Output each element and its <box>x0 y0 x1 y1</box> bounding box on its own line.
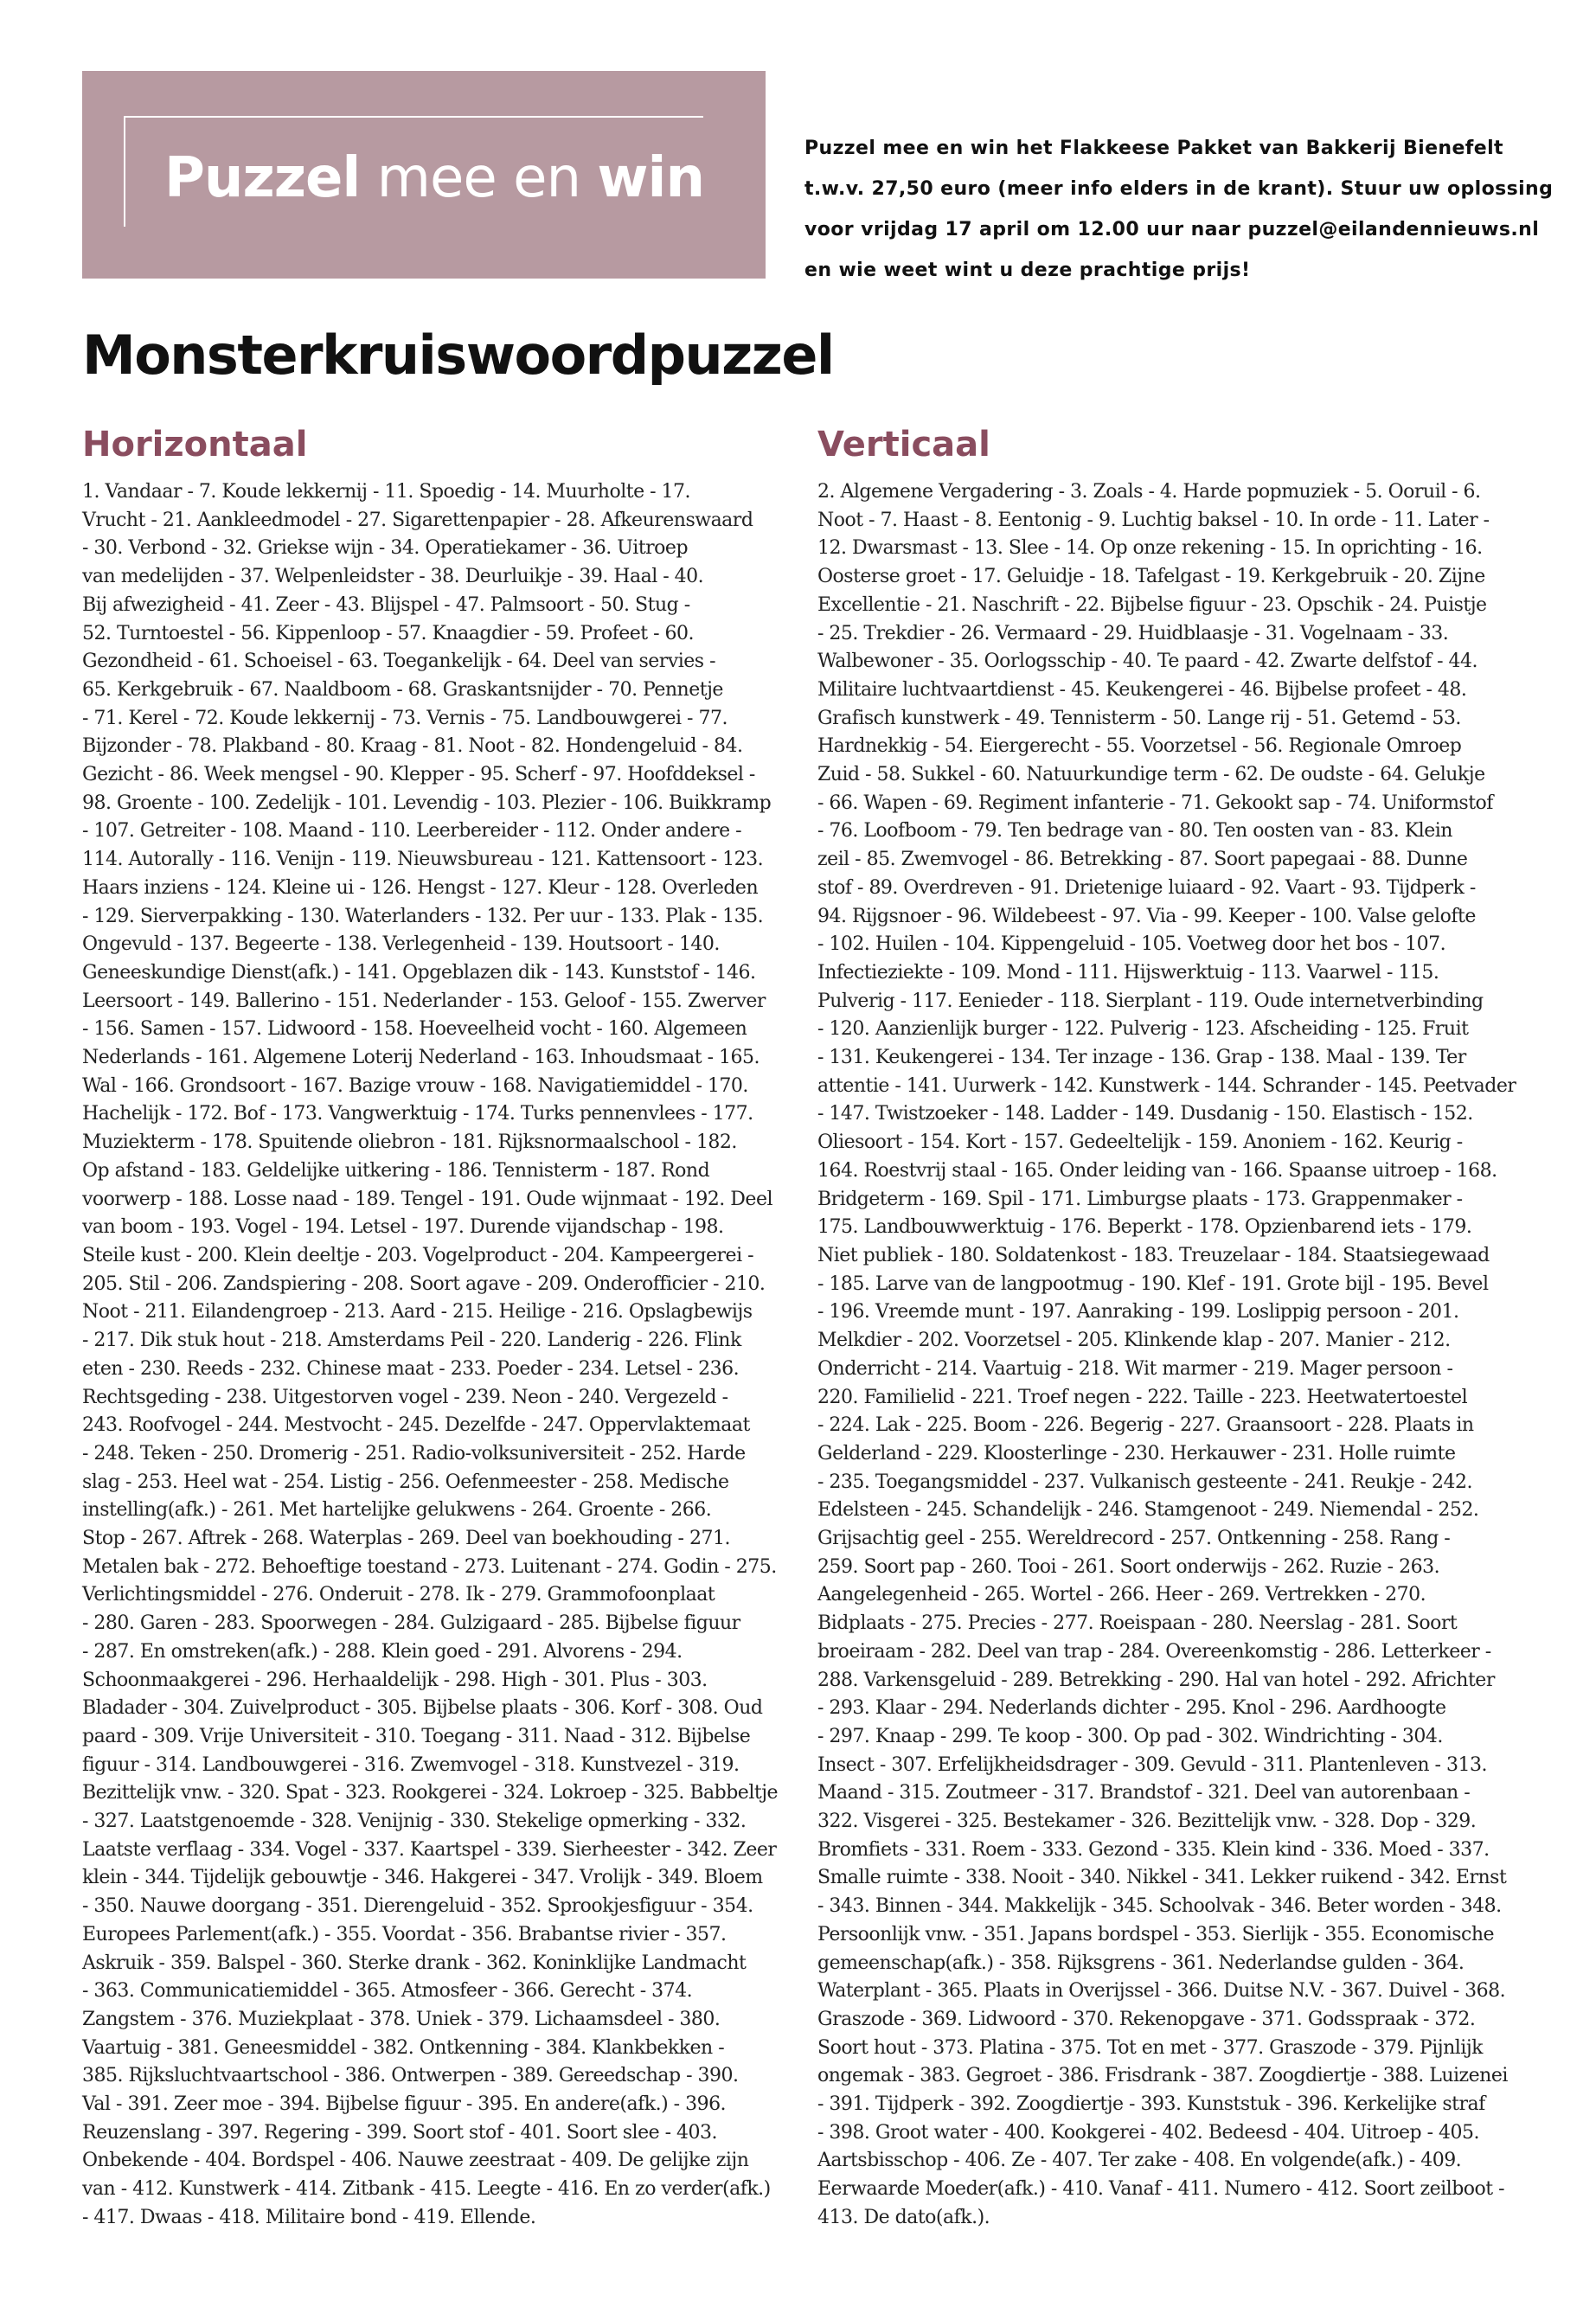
clue-line: - 248. Teken - 250. Dromerig - 251. Radio-volksuniversiteit - 252. Harde <box>82 1442 746 1465</box>
clue-line: Askruik - 359. Balspel - 360. Sterke drank - 362. Koninklijke Landmacht <box>82 1952 747 1974</box>
clue-line: Waterplant - 365. Plaats in Overijssel - 366. Duitse N.V. - 367. Duivel - 368. <box>817 1980 1506 2003</box>
clue-line: Bijzonder - 78. Plakband - 80. Kraag - 81. Noot - 82. Hondengeluid - 84. <box>82 735 743 758</box>
banner-frame-line-left <box>124 116 125 227</box>
clue-line: - 297. Knaap - 299. Te koop - 300. Op pad - 302. Windrichting - 304. <box>817 1725 1443 1747</box>
clue-line: Verlichtingsmiddel - 276. Onderuit - 278. Ik - 279. Grammofoonplaat <box>82 1584 715 1606</box>
clue-line: Pulverig - 117. Eenieder - 118. Sierplant - 119. Oude internetverbinding <box>817 990 1484 1012</box>
clue-line: stof - 89. Overdreven - 91. Drietenige luiaard - 92. Vaart - 93. Tijdperk - <box>817 876 1476 899</box>
clue-line: Zangstem - 376. Muziekplaat - 378. Uniek - 379. Lichaamsdeel - 380. <box>82 2008 721 2030</box>
clue-line: - 417. Dwaas - 418. Militaire bond - 419. Ellende. <box>82 2206 536 2228</box>
clue-line: Val - 391. Zeer moe - 394. Bijbelse figuur - 395. En andere(afk.) - 396. <box>82 2093 727 2116</box>
clue-line: 220. Familielid - 221. Troef negen - 222. Taille - 223. Heetwatertoestel <box>817 1386 1468 1408</box>
clue-line: 413. De dato(afk.). <box>817 2206 990 2228</box>
clue-line: broeiraam - 282. Deel van trap - 284. Overeenkomstig - 286. Letterkeer - <box>817 1640 1491 1663</box>
clue-line: klein - 344. Tijdelijk gebouwtje - 346. Hakgerei - 347. Vrolijk - 349. Bloem <box>82 1867 763 1889</box>
verticaal-heading: Verticaal <box>817 425 990 465</box>
clue-line: Schoonmaakgerei - 296. Herhaaldelijk - 298. High - 301. Plus - 303. <box>82 1669 708 1691</box>
clue-line: - 217. Dik stuk hout - 218. Amsterdams Peil - 220. Landerig - 226. Flink <box>82 1330 741 1352</box>
horizontaal-heading: Horizontaal <box>82 425 308 465</box>
banner-title-mee-en: mee en <box>360 146 598 210</box>
banner <box>82 71 766 279</box>
clue-line: - 129. Sierverpakking - 130. Waterlanders - 132. Per uur - 133. Plak - 135. <box>82 905 764 927</box>
clue-line: Op afstand - 183. Geldelijke uitkering - 186. Tennisterm - 187. Rond <box>82 1159 710 1182</box>
clue-line: Zuid - 58. Sukkel - 60. Natuurkundige term - 62. De oudste - 64. Gelukje <box>817 764 1485 786</box>
clue-line: - 327. Laatstgenoemde - 328. Venijnig - 330. Stekelige opmerking - 332. <box>82 1811 747 1833</box>
verticaal-clues <box>817 478 1535 2233</box>
clue-line: - 76. Loofboom - 79. Ten bedrage van - 80. Ten oosten van - 83. Klein <box>817 820 1452 843</box>
clue-line: Hardnekkig - 54. Eiergerecht - 55. Voorzetsel - 56. Regionale Omroep <box>817 735 1462 758</box>
clue-line: Insect - 307. Erfelijkheidsdrager - 309. Gevuld - 311. Plantenleven - 313. <box>817 1753 1487 1776</box>
clue-line: Leersoort - 149. Ballerino - 151. Nederlander - 153. Geloof - 155. Zwerver <box>82 990 766 1012</box>
clue-line: 288. Varkensgeluid - 289. Betrekking - 290. Hal van hotel - 292. Africhter <box>817 1669 1495 1691</box>
clue-line: Noot - 211. Eilandengroep - 213. Aard - 215. Heilige - 216. Opslagbewijs <box>82 1301 753 1324</box>
clue-line: Eerwaarde Moeder(afk.) - 410. Vanaf - 411. Numero - 412. Soort zeilboot - <box>817 2178 1505 2201</box>
clue-line: Vaartuig - 381. Geneesmiddel - 382. Ontkenning - 384. Klankbekken - <box>82 2036 725 2059</box>
clue-line: Niet publiek - 180. Soldatenkost - 183. Treuzelaar - 184. Staatsiegewaad <box>817 1244 1490 1266</box>
clue-line: 12. Dwarsmast - 13. Slee - 14. Op onze rekening - 15. In oprichting - 16. <box>817 537 1483 560</box>
clue-line: Persoonlijk vnw. - 351. Japans bordspel - 353. Sierlijk - 355. Economische <box>817 1923 1495 1945</box>
page-title: Monsterkruiswoordpuzzel <box>82 324 834 387</box>
clue-line: Reuzenslang - 397. Regering - 399. Soort stof - 401. Soort slee - 403. <box>82 2121 718 2144</box>
clue-line: van - 412. Kunstwerk - 414. Zitbank - 415. Leegte - 416. En zo verder(afk.) <box>82 2178 771 2201</box>
clue-line: - 30. Verbond - 32. Griekse wijn - 34. Operatiekamer - 36. Uitroep <box>82 537 689 560</box>
clue-line: van boom - 193. Vogel - 194. Letsel - 197. Durende vijandschap - 198. <box>82 1216 724 1239</box>
clue-line: 175. Landbouwwerktuig - 176. Beperkt - 178. Opzienbarend iets - 179. <box>817 1216 1472 1239</box>
clue-line: 114. Autorally - 116. Venijn - 119. Nieuwsbureau - 121. Kattensoort - 123. <box>82 849 764 871</box>
clue-line: Aangelegenheid - 265. Wortel - 266. Heer - 269. Vertrekken - 270. <box>817 1584 1426 1606</box>
clue-line: Metalen bak - 272. Behoeftige toestand - 273. Luitenant - 274. Godin - 275. <box>82 1555 777 1578</box>
clue-line: Walbewoner - 35. Oorlogsschip - 40. Te paard - 42. Zwarte delfstof - 44. <box>817 651 1477 673</box>
clue-line: voorwerp - 188. Losse naad - 189. Tengel - 191. Oude wijnmaat - 192. Deel <box>82 1188 773 1210</box>
clue-line: - 235. Toegangsmiddel - 237. Vulkanisch gesteente - 241. Reukje - 242. <box>817 1471 1473 1493</box>
clue-line: Muziekterm - 178. Spuitende oliebron - 181. Rijksnormaalschool - 182. <box>82 1131 737 1154</box>
clue-line: - 350. Nauwe doorgang - 351. Dierengeluid - 352. Sprookjesfiguur - 354. <box>82 1895 753 1918</box>
clue-line: paard - 309. Vrije Universiteit - 310. Toegang - 311. Naad - 312. Bijbelse <box>82 1725 751 1747</box>
clue-line: gemeenschap(afk.) - 358. Rijksgrens - 361. Nederlandse gulden - 364. <box>817 1952 1465 1974</box>
clue-line: Wal - 166. Grondsoort - 167. Bazige vrouw - 168. Navigatiemiddel - 170. <box>82 1074 748 1097</box>
clue-line: Stop - 267. Aftrek - 268. Waterplas - 269. Deel van boekhouding - 271. <box>82 1528 730 1550</box>
clue-line: - 147. Twistzoeker - 148. Ladder - 149. Dusdanig - 150. Elastisch - 152. <box>817 1103 1473 1125</box>
clue-line: instelling(afk.) - 261. Met hartelijke gelukwens - 264. Groente - 266. <box>82 1499 712 1522</box>
clue-line: Onbekende - 404. Bordspel - 406. Nauwe zeestraat - 409. De gelijke zijn <box>82 2150 749 2172</box>
clue-line: Noot - 7. Haast - 8. Eentonig - 9. Luchtig baksel - 10. In orde - 11. Later - <box>817 509 1490 531</box>
clue-line: Oliesoort - 154. Kort - 157. Gedeeltelijk - 159. Anoniem - 162. Keurig - <box>817 1131 1463 1154</box>
clue-line: - 343. Binnen - 344. Makkelijk - 345. Schoolvak - 346. Beter worden - 348. <box>817 1895 1502 1918</box>
clue-line: Gezicht - 86. Week mengsel - 90. Klepper - 95. Scherf - 97. Hoofddeksel - <box>82 764 755 786</box>
clue-line: 205. Stil - 206. Zandspiering - 208. Soort agave - 209. Onderofficier - 210. <box>82 1272 766 1295</box>
clue-line: 243. Roofvogel - 244. Mestvocht - 245. Dezelfde - 247. Oppervlaktemaat <box>82 1414 750 1437</box>
clue-line: 164. Roestvrij staal - 165. Onder leiding van - 166. Spaanse uitroep - 168. <box>817 1159 1497 1182</box>
clue-line: Haars inziens - 124. Kleine ui - 126. Hengst - 127. Kleur - 128. Overleden <box>82 876 759 899</box>
clue-line: Bromfiets - 331. Roem - 333. Gezond - 335. Klein kind - 336. Moed - 337. <box>817 1838 1490 1861</box>
clue-line: - 287. En omstreken(afk.) - 288. Klein goed - 291. Alvorens - 294. <box>82 1640 683 1663</box>
clue-line: Edelsteen - 245. Schandelijk - 246. Stamgenoot - 249. Niemendal - 252. <box>817 1499 1479 1522</box>
clue-line: 385. Rijksluchtvaartschool - 386. Ontwerpen - 389. Gereedschap - 390. <box>82 2065 739 2087</box>
intro-line: en wie weet wint u deze prachtige prijs! <box>804 260 1251 281</box>
clue-line: Excellentie - 21. Naschrift - 22. Bijbelse figuur - 23. Opschik - 24. Puistje <box>817 593 1487 616</box>
clue-line: - 102. Huilen - 104. Kippengeluid - 105. Voetweg door het bos - 107. <box>817 933 1446 956</box>
clue-line: - 293. Klaar - 294. Nederlands dichter - 295. Knol - 296. Aardhoogte <box>817 1697 1446 1720</box>
clue-line: Laatste verflaag - 334. Vogel - 337. Kaartspel - 339. Sierheester - 342. Zeer <box>82 1838 777 1861</box>
clue-line: Graszode - 369. Lidwoord - 370. Rekenopgave - 371. Godsspraak - 372. <box>817 2008 1476 2030</box>
clue-line: - 280. Garen - 283. Spoorwegen - 284. Gulzigaard - 285. Bijbelse figuur <box>82 1612 740 1635</box>
clue-line: - 398. Groot water - 400. Kookgerei - 402. Bedeesd - 404. Uitroep - 405. <box>817 2121 1480 2144</box>
clue-line: Europees Parlement(afk.) - 355. Voordat - 356. Brabantse rivier - 357. <box>82 1923 727 1945</box>
clue-line: eten - 230. Reeds - 232. Chinese maat - 233. Poeder - 234. Letsel - 236. <box>82 1357 740 1380</box>
clue-line: - 156. Samen - 157. Lidwoord - 158. Hoeveelheid vocht - 160. Algemeen <box>82 1018 747 1041</box>
clue-line: - 131. Keukengerei - 134. Ter inzage - 136. Grap - 138. Maal - 139. Ter <box>817 1047 1466 1069</box>
clue-line: Gezondheid - 61. Schoeisel - 63. Toegankelijk - 64. Deel van servies - <box>82 651 716 673</box>
clue-line: Aartsbisschop - 406. Ze - 407. Ter zake - 408. En volgende(afk.) - 409. <box>817 2150 1462 2172</box>
clue-line: attentie - 141. Uurwerk - 142. Kunstwerk - 144. Schrander - 145. Peetvader <box>817 1074 1516 1097</box>
clue-line: Bladader - 304. Zuivelproduct - 305. Bijbelse plaats - 306. Korf - 308. Oud <box>82 1697 763 1720</box>
clue-line: Grafisch kunstwerk - 49. Tennisterm - 50. Lange rij - 51. Getemd - 53. <box>817 707 1461 729</box>
clue-line: Soort hout - 373. Platina - 375. Tot en met - 377. Graszode - 379. Pijnlijk <box>817 2036 1483 2059</box>
clue-line: Hachelijk - 172. Bof - 173. Vangwerktuig - 174. Turks pennenvlees - 177. <box>82 1103 753 1125</box>
clue-line: ongemak - 383. Gegroet - 386. Frisdrank - 387. Zoogdiertje - 388. Luizenei <box>817 2065 1508 2087</box>
clue-line: Melkdier - 202. Voorzetsel - 205. Klinkende klap - 207. Manier - 212. <box>817 1330 1451 1352</box>
clue-line: - 66. Wapen - 69. Regiment infanterie - 71. Gekookt sap - 74. Uniformstof <box>817 792 1493 814</box>
clue-line: Oosterse groet - 17. Geluidje - 18. Tafelgast - 19. Kerkgebruik - 20. Zijne <box>817 566 1485 588</box>
clue-line: Vrucht - 21. Aankleedmodel - 27. Sigarettenpapier - 28. Afkeurenswaard <box>82 509 753 531</box>
clue-line: van medelijden - 37. Welpenleidster - 38. Deurluikje - 39. Haal - 40. <box>82 566 704 588</box>
clue-line: 52. Turntoestel - 56. Kippenloop - 57. Knaagdier - 59. Profeet - 60. <box>82 622 695 644</box>
clue-line: 322. Visgerei - 325. Bestekamer - 326. Bezittelijk vnw. - 328. Dop - 329. <box>817 1811 1477 1833</box>
banner-title <box>164 146 704 210</box>
clue-line: Militaire luchtvaartdienst - 45. Keukengerei - 46. Bijbelse profeet - 48. <box>817 678 1467 701</box>
intro-text <box>804 128 1557 291</box>
clue-line: Nederlands - 161. Algemene Loterij Nederland - 163. Inhoudsmaat - 165. <box>82 1047 760 1069</box>
horizontaal-clues <box>82 478 800 2233</box>
clue-line: Geneeskundige Dienst(afk.) - 141. Opgeblazen dik - 143. Kunststof - 146. <box>82 961 756 984</box>
clue-line: 259. Soort pap - 260. Tooi - 261. Soort onderwijs - 262. Ruzie - 263. <box>817 1555 1440 1578</box>
banner-frame-line-top <box>124 116 703 118</box>
clue-line: Bridgeterm - 169. Spil - 171. Limburgse plaats - 173. Grappenmaker - <box>817 1188 1463 1210</box>
clue-line: - 120. Aanzienlijk burger - 122. Pulverig - 123. Afscheiding - 125. Fruit <box>817 1018 1469 1041</box>
clue-line: Steile kust - 200. Klein deeltje - 203. Vogelproduct - 204. Kampeergerei - <box>82 1244 754 1266</box>
clue-line: 98. Groente - 100. Zedelijk - 101. Levendig - 103. Plezier - 106. Buikkramp <box>82 792 772 814</box>
clue-line: Bidplaats - 275. Precies - 277. Roeispaan - 280. Neerslag - 281. Soort <box>817 1612 1458 1635</box>
clue-line: Infectieziekte - 109. Mond - 111. Hijswerktuig - 113. Vaarwel - 115. <box>817 961 1439 984</box>
clue-line: 1. Vandaar - 7. Koude lekkernij - 11. Spoedig - 14. Muurholte - 17. <box>82 481 691 503</box>
clue-line: zeil - 85. Zwemvogel - 86. Betrekking - 87. Soort papegaai - 88. Dunne <box>817 849 1468 871</box>
clue-line: - 107. Getreiter - 108. Maand - 110. Leerbereider - 112. Onder andere - <box>82 820 742 843</box>
clue-line: 65. Kerkgebruik - 67. Naaldboom - 68. Graskantsnijder - 70. Pennetje <box>82 678 723 701</box>
clue-line: - 363. Communicatiemiddel - 365. Atmosfeer - 366. Gerecht - 374. <box>82 1980 693 2003</box>
clue-line: Bij afwezigheid - 41. Zeer - 43. Blijspel - 47. Palmsoort - 50. Stug - <box>82 593 690 616</box>
clue-line: - 185. Larve van de langpootmug - 190. Klef - 191. Grote bijl - 195. Bevel <box>817 1272 1489 1295</box>
intro-line: Puzzel mee en win het Flakkeese Pakket van Bakkerij Bienefelt <box>804 138 1503 159</box>
clue-line: Grijsachtig geel - 255. Wereldrecord - 257. Ontkenning - 258. Rang - <box>817 1528 1451 1550</box>
clue-line: 2. Algemene Vergadering - 3. Zoals - 4. Harde popmuziek - 5. Ooruil - 6. <box>817 481 1481 503</box>
clue-line: Maand - 315. Zoutmeer - 317. Brandstof - 321. Deel van autorenbaan - <box>817 1782 1471 1804</box>
clue-line: figuur - 314. Landbouwgerei - 316. Zwemvogel - 318. Kunstvezel - 319. <box>82 1753 740 1776</box>
clue-line: - 391. Tijdperk - 392. Zoogdiertje - 393. Kunststuk - 396. Kerkelijke straf <box>817 2093 1485 2116</box>
clue-line: 94. Rijgsnoer - 96. Wildebeest - 97. Via - 99. Keeper - 100. Valse gelofte <box>817 905 1476 927</box>
clue-line: Smalle ruimte - 338. Nooit - 340. Nikkel - 341. Lekker ruikend - 342. Ernst <box>817 1867 1507 1889</box>
clue-line: Rechtsgeding - 238. Uitgestorven vogel - 239. Neon - 240. Vergezeld - <box>82 1386 728 1408</box>
clue-line: - 71. Kerel - 72. Koude lekkernij - 73. Vernis - 75. Landbouwgerei - 77. <box>82 707 727 729</box>
clue-line: slag - 253. Heel wat - 254. Listig - 256. Oefenmeester - 258. Medische <box>82 1471 729 1493</box>
clue-line: - 224. Lak - 225. Boom - 226. Begerig - 227. Graansoort - 228. Plaats in <box>817 1414 1474 1437</box>
banner-title-win: win <box>597 146 704 210</box>
clue-line: Ongevuld - 137. Begeerte - 138. Verlegenheid - 139. Houtsoort - 140. <box>82 933 720 956</box>
clue-line: - 25. Trekdier - 26. Vermaard - 29. Huidblaasje - 31. Vogelnaam - 33. <box>817 622 1449 644</box>
banner-title-puzzel: Puzzel <box>164 146 361 210</box>
clue-line: Onderricht - 214. Vaartuig - 218. Wit marmer - 219. Mager persoon - <box>817 1357 1453 1380</box>
clue-line: Gelderland - 229. Kloosterlinge - 230. Herkauwer - 231. Holle ruimte <box>817 1442 1456 1465</box>
clue-line: Bezittelijk vnw. - 320. Spat - 323. Rookgerei - 324. Lokroep - 325. Babbeltje <box>82 1782 779 1804</box>
intro-line: voor vrijdag 17 april om 12.00 uur naar puzzel@eilandennieuws.nl <box>804 219 1540 240</box>
intro-line: t.w.v. 27,50 euro (meer info elders in de krant). Stuur uw oplossing <box>804 178 1554 200</box>
clue-line: - 196. Vreemde munt - 197. Aanraking - 199. Loslippig persoon - 201. <box>817 1301 1459 1324</box>
